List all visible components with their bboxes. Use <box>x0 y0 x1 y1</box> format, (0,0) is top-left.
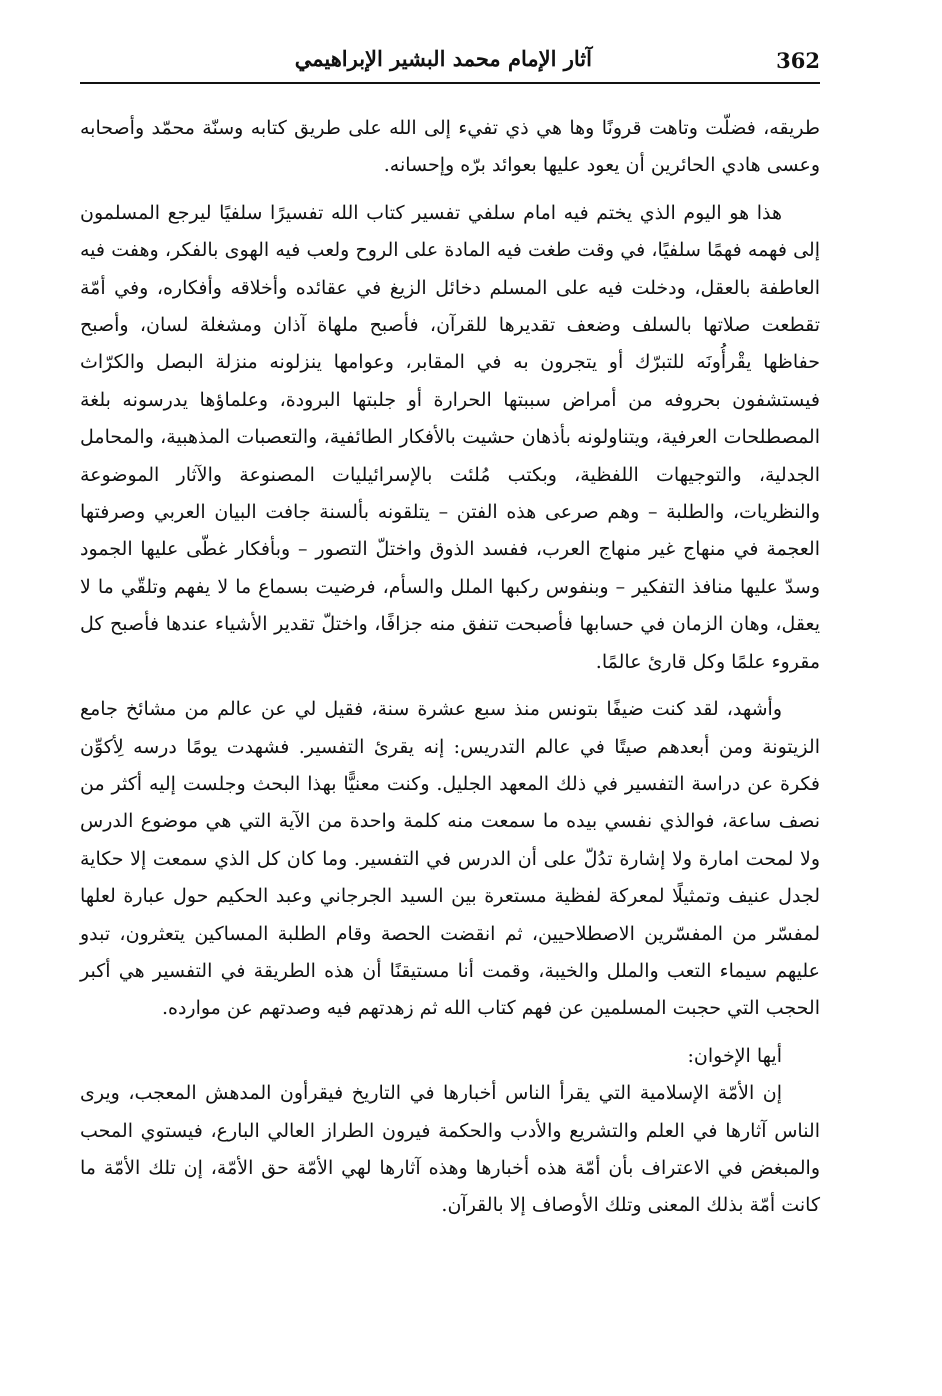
paragraph-3: وأشهد، لقد كنت ضيفًا بتونس منذ سبع عشرة سنة، فقيل لي عن عالم من مشائخ جامع الزيتونة ومن أبعدهم صيتًا في عالم التدريس: إنه يقرئ التفسير. فشهدت يومًا درسه لِأكوِّن فكرة عن دراسة التفسير في ذلك المعهد الجليل. وكنت معنيًّا بهذا البحث وجلست إليه أكثر من نصف ساعة، فوالذي نفسي بيده ما سمعت منه كلمة واحدة من الآية التي هي موضوع الدرس ولا لمحت امارة ولا إشارة تدُلّ على أن الدرس في التفسير. وما كان كل الذي سمعت إلا حكاية لجدل عنيف وتمثيلًا لمعركة لفظية مستعرة بين السيد الجرجاني وعبد الحكيم حول عبارة لعلها لمفسّر من المفسّرين الاصطلاحيين، ثم انقضت الحصة وقام الطلبة المساكين يتعثرون، تبدو عليهم سيماء التعب والملل والخيبة، وقمت أنا مستيقنًا أن هذه الطريقة في التفسير هي أكبر الحجب التي حجبت المسلمين عن فهم كتاب الله ثم زهدتهم فيه وصدتهم عن موارده. <box>80 698 820 1020</box>
page-number: 362 <box>776 48 820 73</box>
address-line: أيها الإخوان: <box>687 1044 782 1067</box>
paragraph-4: إن الأمّة الإسلامية التي يقرأ الناس أخبارها في التاريخ فيقرأون المدهش المعجب، ويرى الناس آثارها في العلم والتشريع والأدب والحكمة فيرون الطراز العالي البارع، فيستوي المحب والمبغض في الاعتراف بأن أمّة هذه أخبارها وهذه آثارها لهي الأمّة حق الأمّة، إن تلك الأمّة ما كانت أمّة بذلك المعنى وتلك الأوصاف إلا بالقرآن. <box>80 1082 820 1217</box>
book-page <box>80 42 820 1235</box>
paragraph-1: طريقه، فضلّت وتاهت قرونًا وها هي ذي تفيء إلى الله على طريق كتابه وسنّة محمّد وأصحابه وعسى هادي الحائرين أن يعود عليها بعوائد برّه وإحسانه. <box>80 117 820 177</box>
book-title: آثار الإمام محمد البشير الإبراهيمي <box>294 46 592 71</box>
running-header <box>80 42 820 84</box>
main-text <box>80 110 820 1225</box>
paragraph-2: هذا هو اليوم الذي يختم فيه امام سلفي تفسير كتاب الله تفسيرًا سلفيًا ليرجع المسلمون إلى فهمه فهمًا سلفيًا، في وقت طغت فيه المادة على الروح ولعب فيه الهوى بالفكر، وهفت فيه العاطفة بالعقل، ودخلت فيه على المسلم دخائل الزيغ في عقائده وأخلاقه وأفكاره، وفي أمّة تقطعت صلاتها بالسلف وضعف تقديرها للقرآن، فأصبح ملهاة آذان ومشغلة لسان، وأصبح حفاظها يقْرأُونَه للتبرّك أو يتجرون به في المقابر، وعوامها ينزلونه منزلة البصل والكرّاث فيستشفون بحروفه من أمراض سببتها الحرارة أو جلبتها البرودة، وعلماؤها يدرسونه بلغة المصطلحات العرفية، ويتناولونه بأذهان حشيت بالأفكار الطائفية، والتعصبات المذهبية، والمحامل الجدلية، والتوجيهات اللفظية، وبكتب مُلئت بالإسرائيليات المصنوعة والآثار الموضوعة والنظريات، والطلبة – وهم صرعى هذه الفتن – يتلقونه بألسنة جافت البيان العربي وصرفتها العجمة في منهاج غير منهاج العرب، ففسد الذوق واختلّ التصور – وبأفكار غطّى عليها الجمود وسدّ عليها منافذ التفكير – وبنفوس ركبها الملل والسأم، فرضيت بسماع ما لا يفهم وتلقّي ما لا يعقل، وهان الزمان في حسابها فأصبحت تنفق منه جزافًا، واختلّ تقدير الأشياء عندها فأصبح كل مقروء علمًا وكل قارئ عالمًا. <box>80 201 820 673</box>
